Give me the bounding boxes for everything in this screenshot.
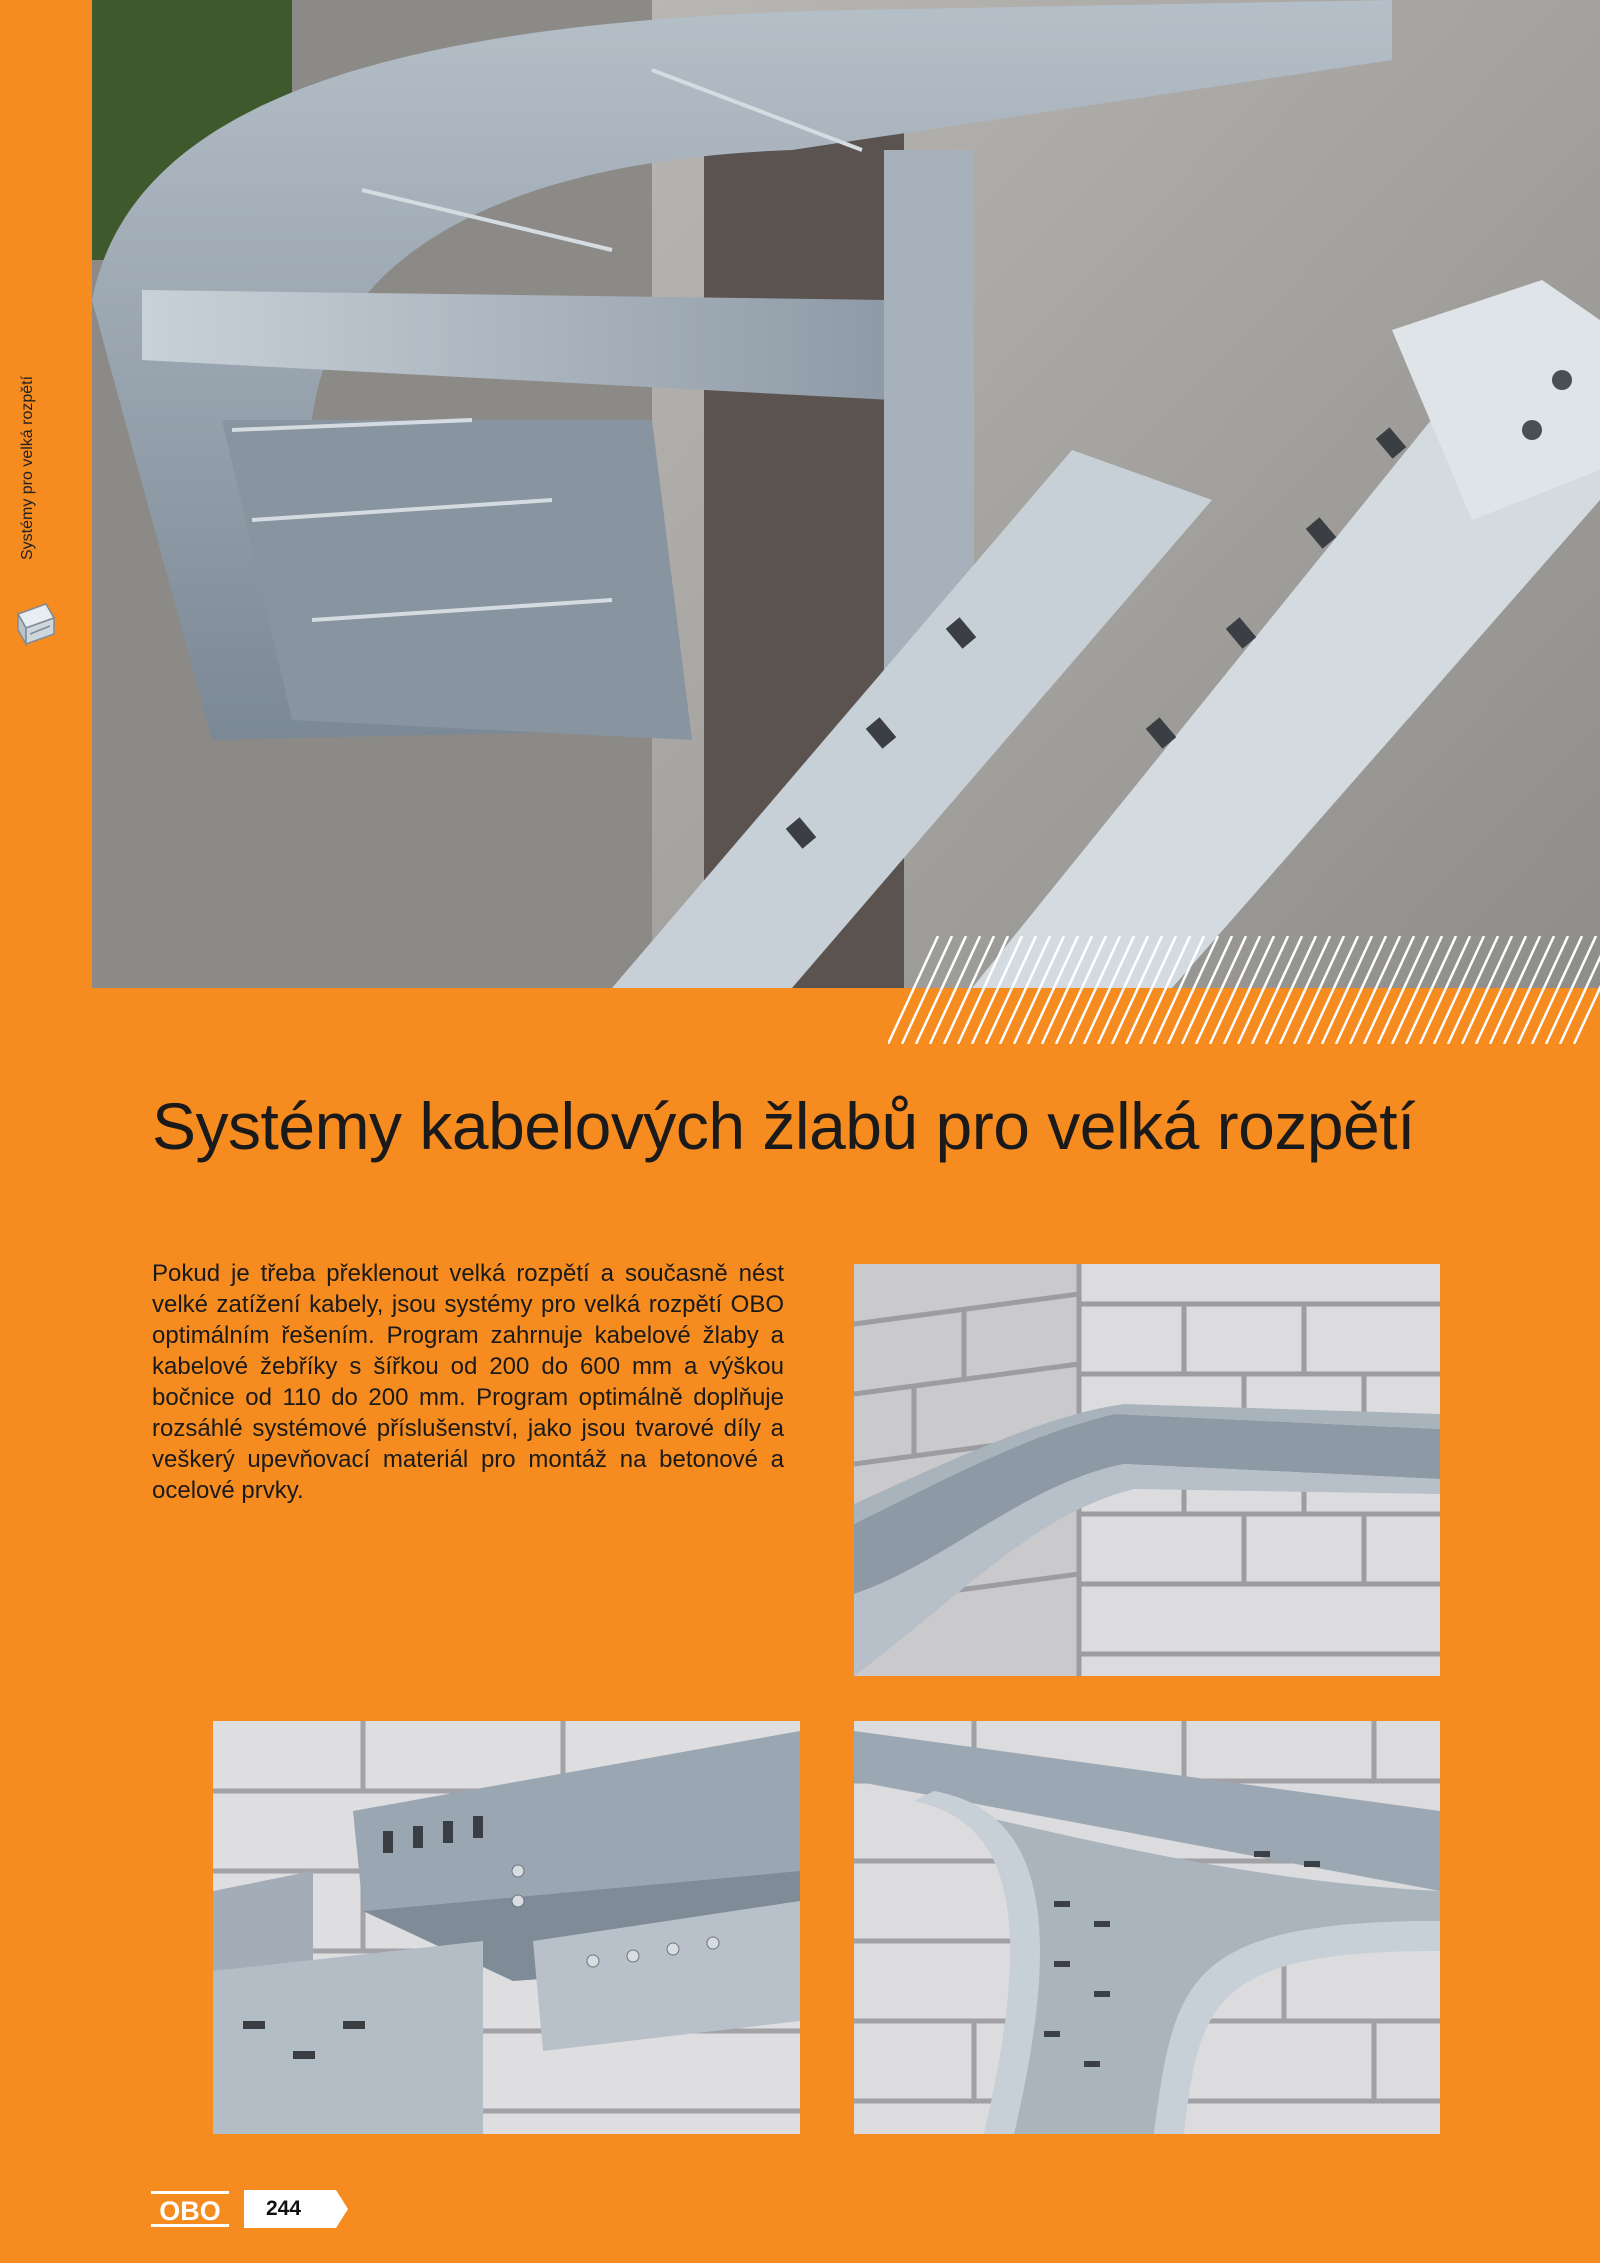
photo-tray-connector	[213, 1721, 800, 2134]
obo-logo	[150, 2189, 230, 2229]
body-paragraph: Pokud je třeba překlenout velká rozpětí a současně nést velké zatížení kabely, jsou systémy pro velká rozpětí OBO optimálním řešením. Program zahrnuje kabelové žlaby a kabelové žebříky s šířkou od 200 do 600 mm a výškou bočnice od 110 do 200 mm. Program optimálně doplňuje rozsáhlé systémové příslušenství, jako jsou tvarové díly a veškerý upevňovací materiál pro montáž na betonové a ocelové prvky.	[152, 1260, 784, 1504]
obo-logo-text: OBO	[159, 2196, 221, 2226]
page-number: 244	[266, 2197, 302, 2220]
hatch-decoration	[888, 936, 1600, 1044]
sidebar-section-label: Systémy pro velká rozpětí	[19, 375, 36, 560]
photo-curved-tray	[854, 1264, 1440, 1676]
hero-image	[92, 0, 1600, 988]
photo-tray-junction	[854, 1721, 1440, 2134]
cable-tray-icon	[16, 600, 56, 650]
page-title: Systémy kabelových žlabů pro velká rozpětí	[152, 1089, 1415, 1163]
